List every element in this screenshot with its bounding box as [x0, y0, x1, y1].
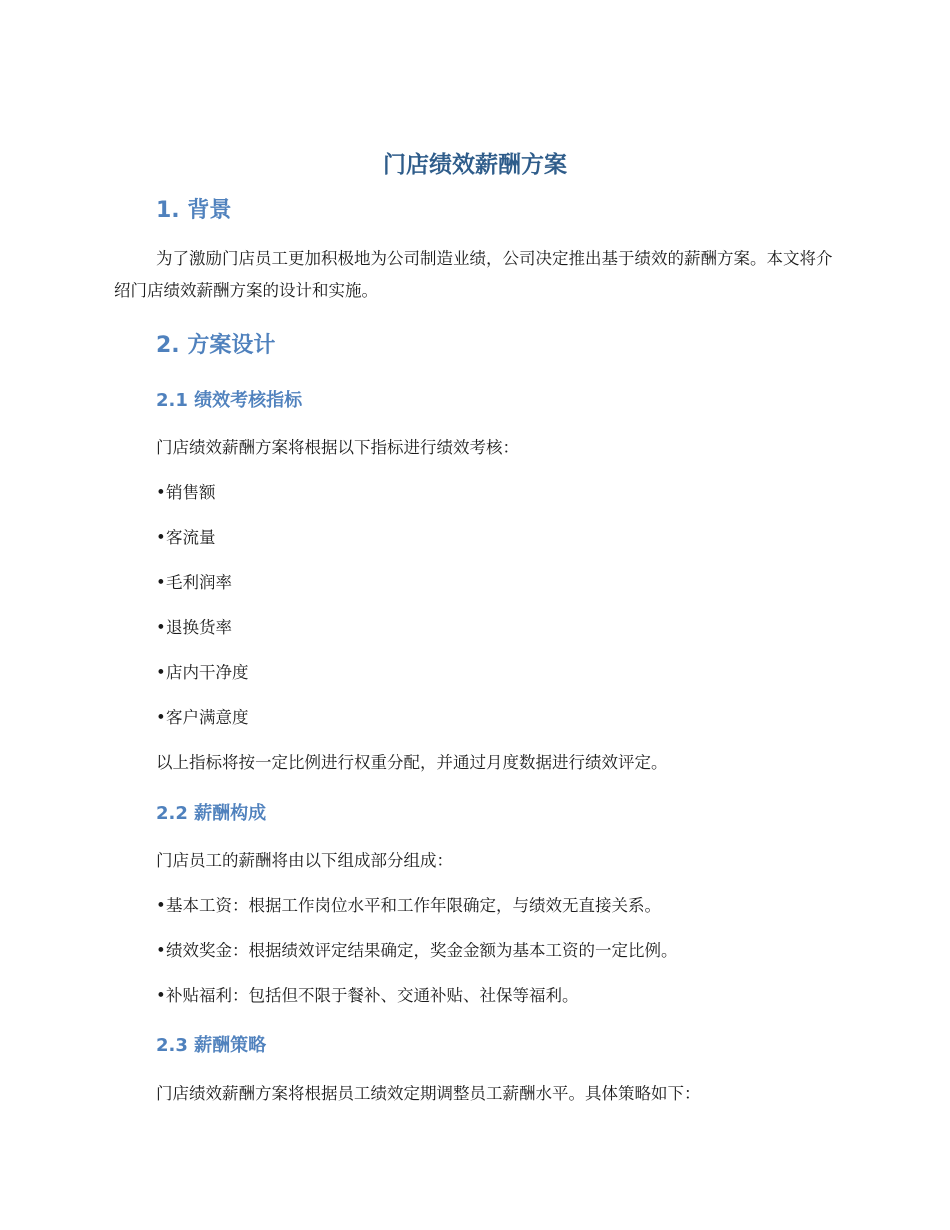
- bullet-icon: •: [156, 896, 166, 915]
- kpi-outro: 以上指标将按一定比例进行权重分配，并通过月度数据进行绩效评定。: [156, 753, 668, 772]
- document-title: 门店绩效薪酬方案: [383, 152, 567, 178]
- subsection-heading-compensation: 2.2 薪酬构成: [156, 803, 267, 824]
- list-item: •店内干净度: [156, 657, 249, 689]
- list-item: •绩效奖金：根据绩效评定结果确定，奖金金额为基本工资的一定比例。: [156, 935, 678, 967]
- strategy-intro: 门店绩效薪酬方案将根据员工绩效定期调整员工薪酬水平。具体策略如下：: [156, 1084, 701, 1103]
- list-item: •客户满意度: [156, 702, 249, 734]
- subsection-heading-kpi: 2.1 绩效考核指标: [156, 390, 303, 411]
- bullet-icon: •: [156, 986, 166, 1005]
- kpi-intro: 门店绩效薪酬方案将根据以下指标进行绩效考核：: [156, 438, 519, 457]
- bullet-icon: •: [156, 618, 166, 637]
- list-item: •毛利润率: [156, 567, 232, 599]
- list-item: •销售额: [156, 477, 216, 509]
- bullet-icon: •: [156, 941, 166, 960]
- section-heading-plan-design: 2. 方案设计: [156, 333, 276, 358]
- bullet-icon: •: [156, 663, 166, 682]
- subsection-heading-strategy: 2.3 薪酬策略: [156, 1035, 267, 1056]
- bullet-icon: •: [156, 528, 166, 547]
- list-item: •退换货率: [156, 612, 232, 644]
- list-item: •基本工资：根据工作岗位水平和工作年限确定，与绩效无直接关系。: [156, 890, 661, 922]
- background-paragraph: 为了激励门店员工更加积极地为公司制造业绩，公司决定推出基于绩效的薪酬方案。本文将介绍门店绩效薪酬方案的设计和实施。: [114, 249, 833, 300]
- list-item: •补贴福利：包括但不限于餐补、交通补贴、社保等福利。: [156, 980, 579, 1012]
- compensation-intro: 门店员工的薪酬将由以下组成部分组成：: [156, 851, 453, 870]
- list-item: •客流量: [156, 522, 216, 554]
- section-heading-background: 1. 背景: [156, 198, 232, 223]
- bullet-icon: •: [156, 483, 166, 502]
- bullet-icon: •: [156, 573, 166, 592]
- bullet-icon: •: [156, 708, 166, 727]
